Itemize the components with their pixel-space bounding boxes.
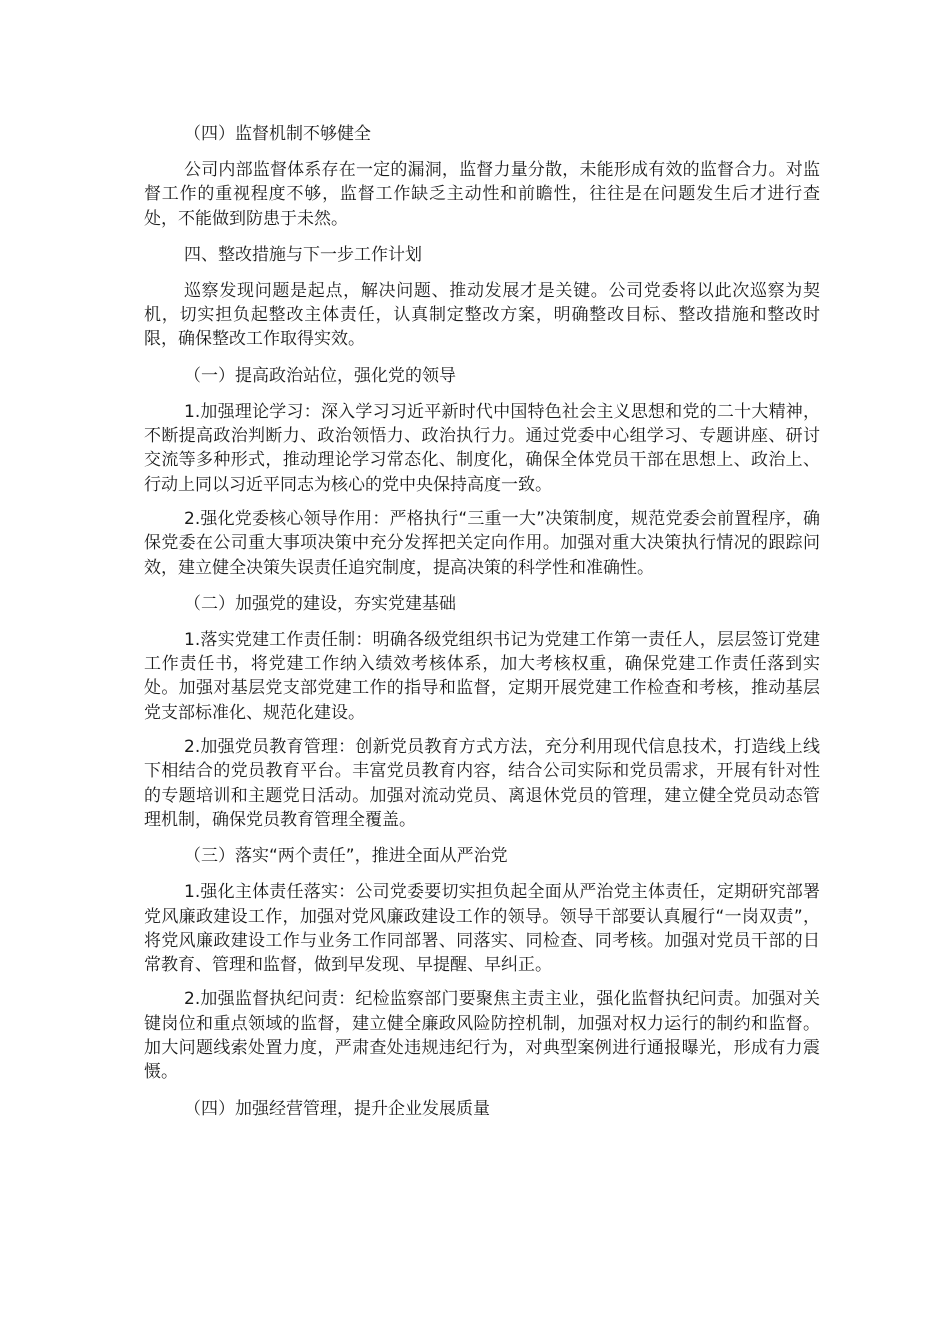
body-paragraph: 2.加强监督执纪问责：纪检监察部门要聚焦主责主业，强化监督执纪问责。加强对关键岗位和重点领域的监督，建立健全廉政风险防控机制，加强对权力运行的制约和监督。加大问题线索处置力度，严肃查处违规违纪行为，对典型案例进行通报曝光，形成有力震慑。: [144, 989, 820, 1083]
section-heading: （二）加强党的建设，夯实党建基础: [184, 593, 456, 614]
document-body: [144, 120, 820, 1133]
body-paragraph: 1.强化主体责任落实：公司党委要切实担负起全面从严治党主体责任，定期研究部署党风廉政建设工作，加强对党风廉政建设工作的领导。领导干部要认真履行“一岗双责”，将党风廉政建设工作与业务工作同部署、同落实、同检查、同考核。加强对党员干部的日常教育、管理和监督，做到早发现、早提醒、早纠正。: [144, 882, 820, 976]
body-paragraph: 1.加强理论学习：深入学习习近平新时代中国特色社会主义思想和党的二十大精神，不断提高政治判断力、政治领悟力、政治执行力。通过党委中心组学习、专题讲座、研讨交流等多种形式，推动理论学习常态化、制度化，确保全体党员干部在思想上、政治上、行动上同以习近平同志为核心的党中央保持高度一致。: [144, 401, 820, 495]
body-paragraph: 公司内部监督体系存在一定的漏洞，监督力量分散，未能形成有效的监督合力。对监督工作的重视程度不够，监督工作缺乏主动性和前瞻性，往往是在问题发生后才进行查处，不能做到防患于未然。: [144, 160, 820, 229]
section-heading: （三）落实“两个责任”，推进全面从严治党: [184, 846, 508, 867]
section-heading: （一）提高政治站位，强化党的领导: [184, 365, 456, 386]
section-heading: （四）加强经营管理，提升企业发展质量: [184, 1098, 490, 1119]
section-heading: （四）监督机制不够健全: [184, 124, 371, 144]
body-paragraph: 2.加强党员教育管理：创新党员教育方式方法，充分利用现代信息技术，打造线上线下相结合的党员教育平台。丰富党员教育内容，结合公司实际和党员需求，开展有针对性的专题培训和主题党日活动。加强对流动党员、离退休党员的管理，建立健全党员动态管理机制，确保党员教育管理全覆盖。: [144, 737, 820, 830]
body-paragraph: 巡察发现问题是起点，解决问题、推动发展才是关键。公司党委将以此次巡察为契机，切实担负起整改主体责任，认真制定整改方案，明确整改目标、整改措施和整改时限，确保整改工作取得实效。: [144, 280, 820, 350]
section-heading: 四、整改措施与下一步工作计划: [184, 244, 422, 265]
body-paragraph: 2.强化党委核心领导作用：严格执行“三重一大”决策制度，规范党委会前置程序，确保党委在公司重大事项决策中充分发挥把关定向作用。加强对重大决策执行情况的跟踪问效，建立健全决策失误责任追究制度，提高决策的科学性和准确性。: [144, 508, 820, 578]
body-paragraph: 1.落实党建工作责任制：明确各级党组织书记为党建工作第一责任人，层层签订党建工作责任书，将党建工作纳入绩效考核体系，加大考核权重，确保党建工作责任落到实处。加强对基层党支部党建工作的指导和监督，定期开展党建工作检查和考核，推动基层党支部标准化、规范化建设。: [144, 629, 820, 723]
